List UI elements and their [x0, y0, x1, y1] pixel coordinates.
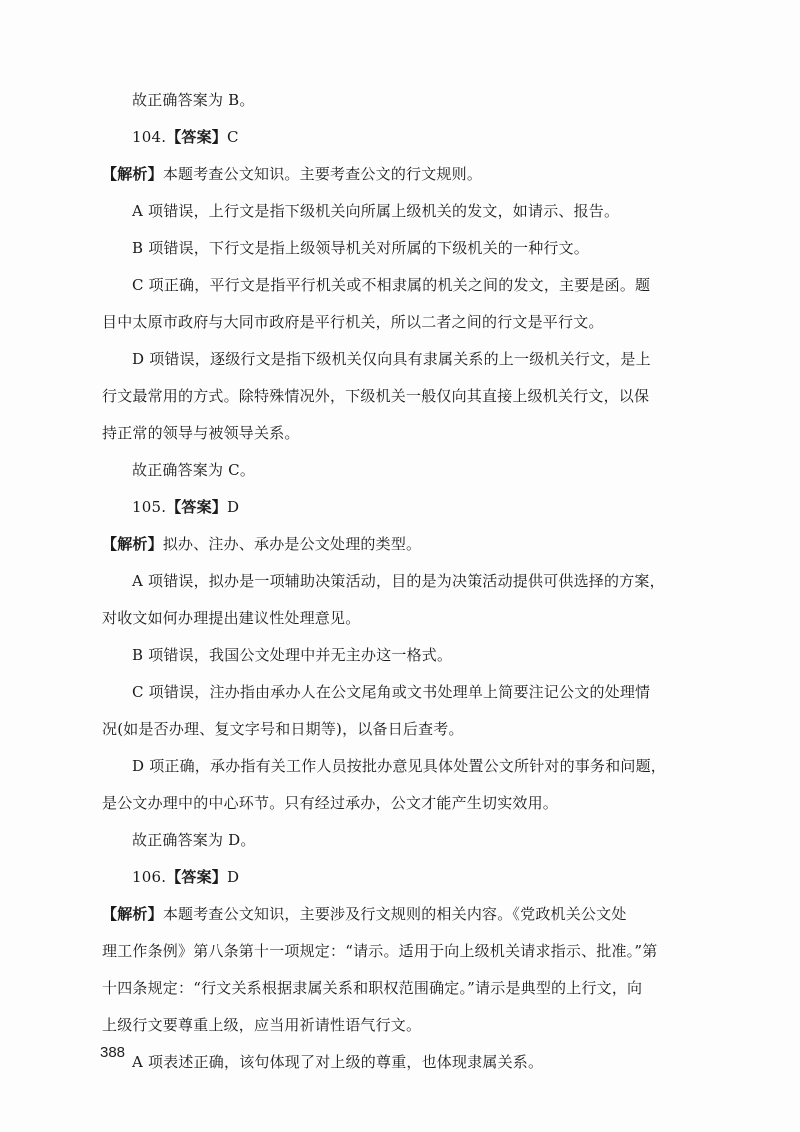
answer-heading-105	[102, 495, 712, 519]
option-d-104-line3: 持正常的领导与被领导关系。	[102, 424, 300, 442]
analysis-106-line2: 理工作条例》第八条第十一项规定：“请示。适用于向上级机关请求指示、批准。”第	[102, 942, 658, 960]
option-c-104-line1: C 项正确，平行文是指平行机关或不相隶属的机关之间的发文，主要是函。题	[132, 276, 651, 294]
option-a-105-line1: A 项错误，拟办是一项辅助决策活动，目的是为决策活动提供可供选择的方案，	[132, 572, 665, 590]
question-number: 105.	[132, 498, 167, 516]
analysis-104	[102, 162, 712, 186]
option-c-105-line1: C 项错误，注办指由承办人在公文尾角或文书处理单上简要注记公文的处理情	[132, 683, 651, 701]
analysis-tag: 【解析】	[102, 165, 163, 183]
answer-letter: D	[227, 498, 240, 516]
option-c-104-line2: 目中太原市政府与大同市政府是平行机关，所以二者之间的行文是平行文。	[102, 313, 604, 331]
option-b-105: B 项错误，我国公文处理中并无主办这一格式。	[132, 646, 453, 664]
question-number: 104.	[132, 128, 167, 146]
option-a-106: A 项表述正确，该句体现了对上级的尊重，也体现隶属关系。	[132, 1053, 544, 1071]
conclusion-text: 故正确答案为 B。	[132, 91, 255, 109]
analysis-106-line3: 十四条规定：“行文关系根据隶属关系和职权范围确定。”请示是典型的上行文，向	[102, 979, 643, 997]
answer-letter: C	[227, 128, 239, 146]
option-d-105-line1: D 项正确，承办指有关工作人员按批办意见具体处置公文所针对的事务和问题，	[132, 757, 666, 775]
answer-letter: D	[227, 868, 240, 886]
option-c-105-line2: 况(如是否办理、复文字号和日期等)，以备日后查考。	[102, 720, 464, 738]
analysis-106-line1	[102, 902, 712, 926]
option-a-105-line2: 对收文如何办理提出建议性处理意见。	[102, 609, 361, 627]
option-d-105-line2: 是公文办理中的中心环节。只有经过承办，公文才能产生切实效用。	[102, 794, 559, 812]
option-a-104: A 项错误，上行文是指下级机关向所属上级机关的发文，如请示、报告。	[132, 202, 620, 220]
answer-heading-104	[102, 125, 712, 149]
conclusion-104: 故正确答案为 C。	[132, 461, 256, 479]
option-b-104: B 项错误，下行文是指上级领导机关对所属的下级机关的一种行文。	[132, 239, 589, 257]
option-d-104-line2: 行文最常用的方式。除特殊情况外，下级机关一般仅向其直接上级机关行文，以保	[102, 387, 650, 405]
analysis-text: 本题考查公文知识。主要考查公文的行文规则。	[162, 165, 483, 183]
analysis-105	[102, 532, 712, 556]
answer-tag: 【答案】	[166, 128, 228, 146]
conclusion-105: 故正确答案为 D。	[132, 831, 256, 849]
analysis-text: 本题考查公文知识，主要涉及行文规则的相关内容。《党政机关公文处	[162, 905, 627, 923]
analysis-text: 拟办、注办、承办是公文处理的类型。	[162, 535, 422, 553]
question-number: 106.	[132, 868, 167, 886]
answer-tag: 【答案】	[166, 868, 228, 886]
page-content	[102, 88, 712, 1087]
answer-heading-106	[102, 865, 712, 889]
analysis-106-line4: 上级行文要尊重上级，应当用祈请性语气行文。	[102, 1016, 422, 1034]
page-number: 388	[100, 1044, 126, 1061]
analysis-tag: 【解析】	[102, 535, 163, 553]
analysis-tag: 【解析】	[102, 905, 163, 923]
option-d-104-line1: D 项错误，逐级行文是指下级机关仅向具有隶属关系的上一级机关行文，是上	[132, 350, 651, 368]
answer-tag: 【答案】	[166, 498, 228, 516]
